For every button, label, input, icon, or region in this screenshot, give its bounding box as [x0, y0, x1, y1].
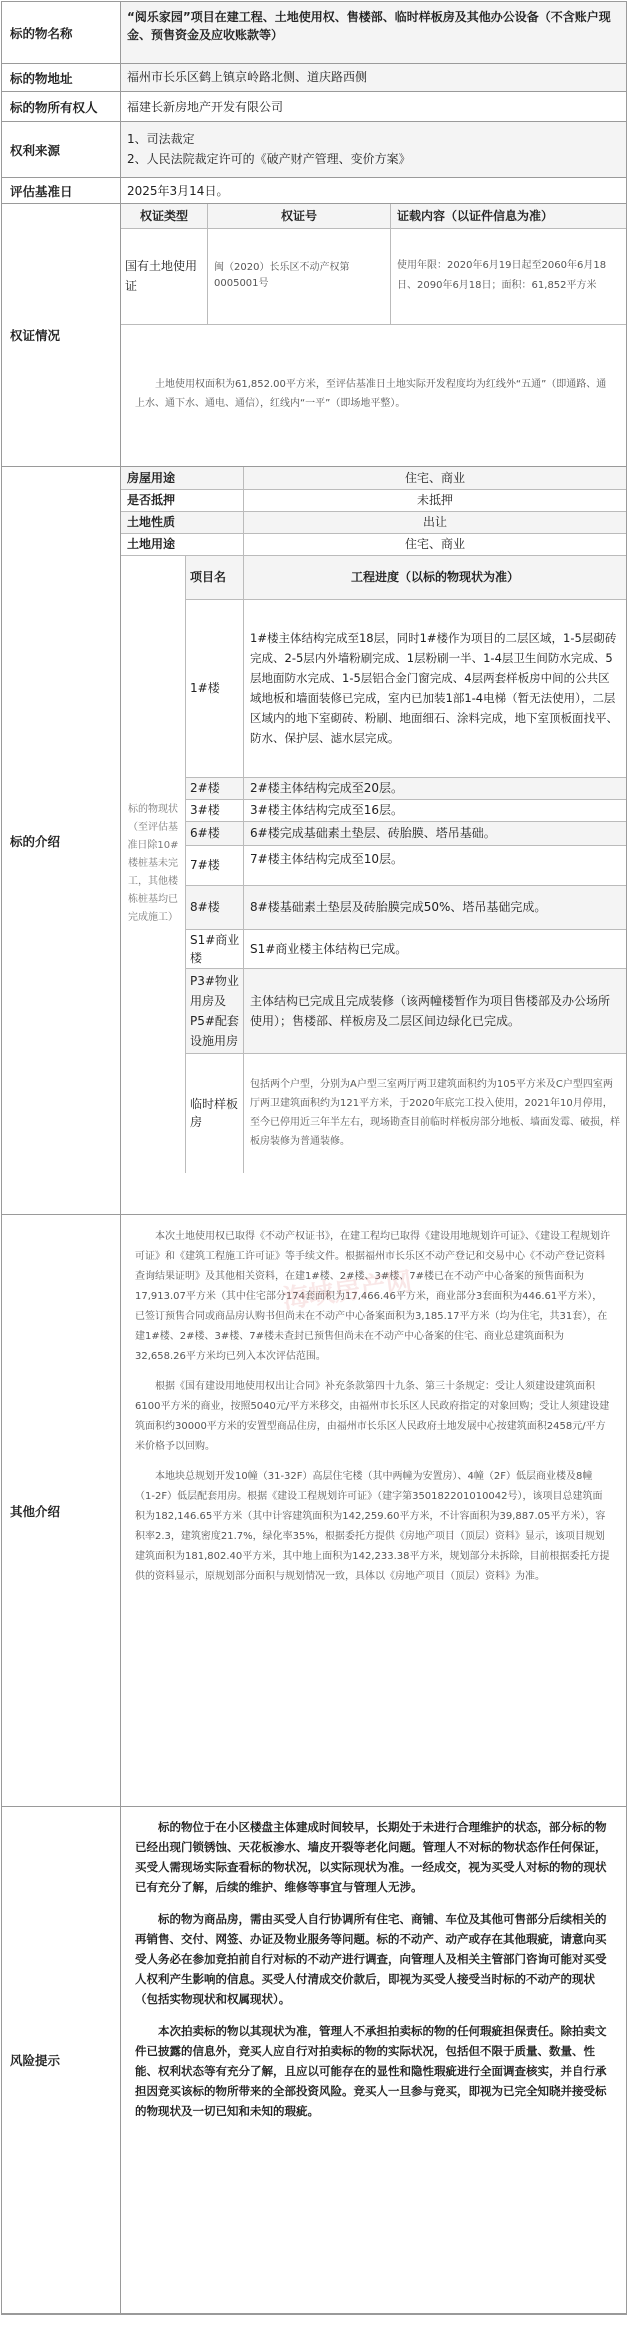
- intro-table: [121, 467, 626, 1173]
- label-asset-intro: 标的介绍: [2, 467, 121, 1214]
- cert-header-number: 权证号: [208, 204, 391, 228]
- value-valuation-date: 2025年3月14日。: [121, 178, 626, 203]
- progress-desc: 2#楼主体结构完成至20层。: [244, 777, 627, 799]
- row-asset-intro: [2, 467, 626, 1215]
- label-rights-source: 权利来源: [2, 122, 121, 177]
- row-risk-notice: [2, 1807, 626, 2314]
- label-risk-notice: 风险提示: [2, 1807, 121, 2313]
- row-rights-source: [2, 122, 626, 178]
- value-asset-address: 福州市长乐区鹤上镇京岭路北侧、道庆路西侧: [121, 64, 626, 91]
- cert-header-content: 证载内容（以证件信息为准）: [391, 204, 627, 228]
- value-rights-certificate: [121, 204, 626, 466]
- rights-source-item: 1、司法裁定: [127, 132, 195, 146]
- row-asset-address: [2, 64, 626, 92]
- status-side-note: 标的物现状（至评估基准日除10#楼桩基未完工，其他楼栋桩基均已完成施工）: [121, 555, 186, 1173]
- progress-item: P3#物业用房及P5#配套设施用房: [186, 968, 244, 1053]
- row-owner: [2, 92, 626, 122]
- progress-item: 7#楼: [186, 845, 244, 885]
- kv-key: 是否抵押: [121, 489, 244, 511]
- kv-value: 住宅、商业: [244, 467, 627, 489]
- kv-key: 房屋用途: [121, 467, 244, 489]
- other-paragraph: 本次土地使用权已取得《不动产权证书》，在建工程均已取得《建设用地规划许可证》、《建设工程规划许可证》和《建筑工程施工许可证》等手续文件。根据福州市长乐区不动产登记和交易中心《不动产登记资料查询结果证明》及其他相关资料，在建1#楼、2#楼、3#楼、7#楼已在不动产中心备案的预售面积为17,913.07平方米（其中住宅部分174套面积为17,466.46平方米，商业部分3套面积为446.61平方米），已签订预售合同或商品房认购书但尚未在不动产中心备案面积为3,185.17平方米（均为住宅，共31套），在建1#楼、2#楼、3#楼、7#楼未查封已预售但尚未在不动产中心备案的住宅、商业总建筑面积为32,658.26平方米均已列入本次评估范围。: [135, 1231, 610, 1362]
- value-owner: 福建长新房地产开发有限公司: [121, 92, 626, 121]
- progress-desc: 8#楼基础素土垫层及砖胎膜完成50%、塔吊基础完成。: [244, 885, 627, 929]
- label-asset-address: 标的物地址: [2, 64, 121, 91]
- value-rights-source: [121, 122, 626, 177]
- risk-paragraph: 标的物位于在小区楼盘主体建成时间较早，长期处于未进行合理维护的状态，部分标的物已经出现门锁锈蚀、天花板渗水、墙皮开裂等老化问题。管理人不对标的物状态作任何保证，买受人需现场实际查看标的物状况，以实际现状为准。一经成交，视为买受人对标的物的现状已有充分了解，后续的维护、维修等事宜与管理人无涉。: [135, 1820, 607, 1894]
- row-other-info: [2, 1215, 626, 1807]
- label-owner: 标的物所有权人: [2, 92, 121, 121]
- progress-item: 2#楼: [186, 777, 244, 799]
- value-other-info: [121, 1215, 626, 1806]
- progress-item: 临时样板房: [186, 1053, 244, 1173]
- progress-item: 6#楼: [186, 821, 244, 845]
- label-valuation-date: 评估基准日: [2, 178, 121, 203]
- progress-item: 8#楼: [186, 885, 244, 929]
- progress-desc: S1#商业楼主体结构已完成。: [244, 929, 627, 968]
- kv-value: 未抵押: [244, 489, 627, 511]
- cert-content: 使用年限：2020年6月19日起至2060年6月18日、2090年6月18日；面积：61,852平方米: [391, 228, 627, 324]
- progress-desc: 3#楼主体结构完成至16层。: [244, 799, 627, 821]
- cert-number: 闽（2020）长乐区不动产权第0005001号: [208, 228, 391, 324]
- cert-type: 国有土地使用证: [121, 228, 208, 324]
- kv-value: 出让: [244, 511, 627, 533]
- row-asset-name: [2, 2, 626, 64]
- risk-paragraph: 标的物为商品房，需由买受人自行协调所有住宅、商铺、车位及其他可售部分后续相关的再销售、交付、网签、办证及物业服务等问题。标的不动产、动产或存在其他瑕疵，请意向买受人务必在参加竞拍前自行对标的不动产进行调查，向管理人及相关主管部门咨询可能对买受人权利产生影响的信息。买受人付清成交价款后，即视为买受人接受当时标的不动产的现状（包括实物现状和权属现状）。: [135, 1912, 607, 2006]
- progress-item: 3#楼: [186, 799, 244, 821]
- value-asset-name: “阅乐家园”项目在建工程、土地使用权、售楼部、临时样板房及其他办公设备（不含账户现金、预售资金及应收账款等）: [121, 2, 626, 63]
- risk-paragraph: 本次拍卖标的物以其现状为准，管理人不承担拍卖标的物的任何瑕疵担保责任。除拍卖文件已披露的信息外，竞买人应自行对拍卖标的物的实际状况，包括但不限于质量、数量、性能、权利状态等有充分了解，且应以可能存在的显性和隐性瑕疵进行全面调查核实，并自行承担因竞买该标的物所带来的全部投资风险。竞买人一旦参与竞买，即视为已完全知晓并接受标的物现状及一切已知和未知的瑕疵。: [135, 2024, 607, 2118]
- asset-info-table: [1, 1, 627, 2315]
- label-other-info: 其他介绍: [2, 1215, 121, 1806]
- kv-key: 土地用途: [121, 533, 244, 555]
- progress-desc: 6#楼完成基础素土垫层、砖胎膜、塔吊基础。: [244, 821, 627, 845]
- rights-source-item: 2、人民法院裁定许可的《破产财产管理、变价方案》: [127, 152, 411, 166]
- kv-value: 住宅、商业: [244, 533, 627, 555]
- progress-item: 1#楼: [186, 599, 244, 777]
- certificate-table: [121, 204, 626, 464]
- progress-item: S1#商业楼: [186, 929, 244, 968]
- progress-desc: 包括两个户型，分别为A户型三室两厅两卫建筑面积约为105平方米及C户型四室两厅两卫建筑面积约为121平方米，于2020年底完工投入使用，2021年10月停用，至今已停用近三年半左右，现场勘查目前临时样板房部分地板、墙面发霉、破损，样板房装修为普通装修。: [244, 1053, 627, 1173]
- cert-note: 土地使用权面积为61,852.00平方米，至评估基准日土地实际开发程度均为红线外“五通”（即通路、通上水、通下水、通电、通信），红线内“一平”（即场地平整）。: [121, 324, 626, 464]
- value-asset-intro: [121, 467, 626, 1214]
- progress-header-progress: 工程进度（以标的物现状为准）: [244, 555, 627, 599]
- label-rights-certificate: 权证情况: [2, 204, 121, 466]
- other-paragraph: 本地块总规划开发10幢（31-32F）高层住宅楼（其中两幢为安置房）、4幢（2F）低层商业楼及8幢（1-2F）低层配套用房。根据《建设工程规划许可证》（建字第350182201010042号），该项目总建筑面积为182,146.65平方米（其中计容建筑面积为142,259.60平方米，不计容面积为39,887.05平方米），容积率2.3，建筑密度21.7%，绿化率35%，根据委托方提供《房地产项目（顶层）资料》显示，该项目规划建筑面积为181,802.40平方米，其中地上面积为142,233.38平方米，规划部分未拆除，目前根据委托方提供的资料显示，原规划部分面积与规划情况一致，具体以《房地产项目（顶层）资料》为准。: [135, 1471, 610, 1582]
- progress-desc: 1#楼主体结构完成至18层，同时1#楼作为项目的二层区域，1-5层砌砖完成、2-5层内外墙粉刷完成、1层粉刷一半、1-4层卫生间防水完成、5层地面防水完成、1-5层铝合金门窗完成、4层两套样板房中间的公共区域地板和墙面装修已完成，室内已加装1部1-4电梯（暂无法使用），二层区域内的地下室砌砖、粉刷、地面细石、涂料完成，地下室顶板面找平、防水、保护层、滤水层完成。: [244, 599, 627, 777]
- progress-desc: 主体结构已完成且完成装修（该两幢楼暂作为项目售楼部及办公场所使用）；售楼部、样板房及二层区间边绿化已完成。: [244, 968, 627, 1053]
- row-rights-certificate: [2, 204, 626, 467]
- row-valuation-date: [2, 178, 626, 204]
- value-risk-notice: [121, 1807, 626, 2313]
- kv-key: 土地性质: [121, 511, 244, 533]
- label-asset-name: 标的物名称: [2, 2, 121, 63]
- progress-desc: 7#楼主体结构完成至10层。: [244, 845, 627, 885]
- progress-header-item: 项目名: [186, 555, 244, 599]
- cert-header-type: 权证类型: [121, 204, 208, 228]
- other-paragraph: 根据《国有建设用地使用权出让合同》补充条款第四十九条、第三十条规定：受让人须建设建筑面积6100平方米的商业，按照5040元/平方米移交，由福州市长乐区人民政府指定的对象回购；受让人须建设建筑面积约30000平方米的安置型商品住房，由福州市长乐区人民政府土地发展中心按建筑面积2458元/平方米价格予以回购。: [135, 1381, 610, 1452]
